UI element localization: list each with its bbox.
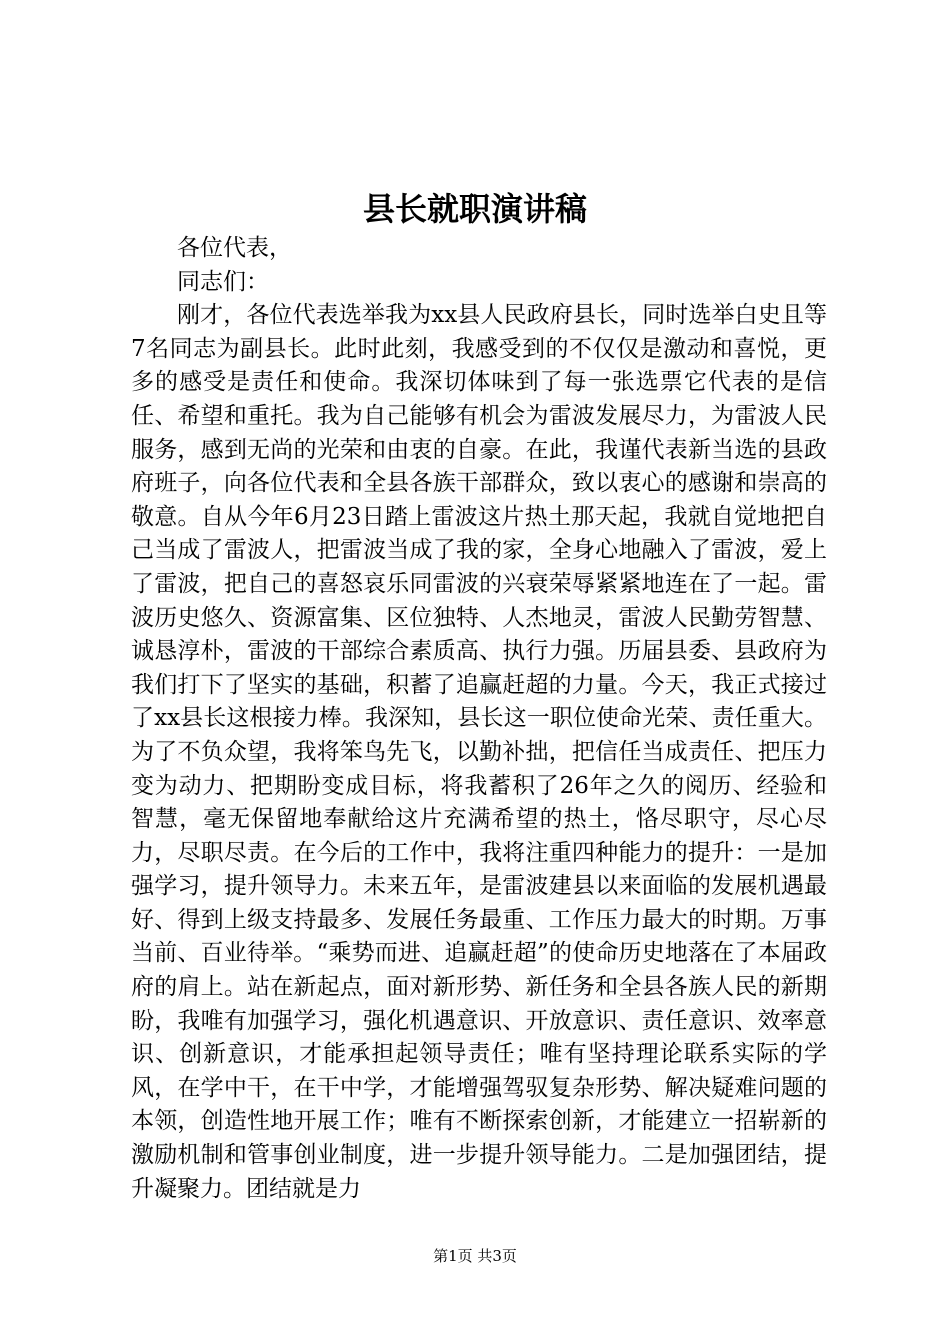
salutation-comrades: 同志们： bbox=[177, 268, 269, 295]
document-title: 县长就职演讲稿 bbox=[362, 190, 587, 228]
document-body bbox=[131, 232, 827, 1206]
salutation-delegates: 各位代表， bbox=[177, 235, 292, 261]
page-number: 第1页 共3页 bbox=[433, 1247, 517, 1265]
body-paragraph: 刚才，各位代表选举我为xx县人民政府县长，同时选举白史且等7名同志为副县长。此时此刻，我感受到的不仅仅是激动和喜悦，更多的感受是责任和使命。我深切体味到了每一张选票它代表的是信任、希望和重托。我为自己能够有机会为雷波发展尽力，为雷波人民服务，感到无尚的光荣和由衷的自豪。在此，我谨代表新当选的县政府班子，向各位代表和全县各族干部群众，致以衷心的感谢和崇高的敬意。自从今年6月23日踏上雷波这片热土那天起，我就自觉地把自己当成了雷波人，把雷波当成了我的家，全身心地融入了雷波，爱上了雷波，把自己的喜怒哀乐同雷波的兴衰荣辱紧紧地连在了一起。雷波历史悠久、资源富集、区位独特、人杰地灵，雷波人民勤劳智慧、诚恳淳朴，雷波的干部综合素质高、执行力强。历届县委、县政府为我们打下了坚实的基础，积蓄了追赢赶超的力量。今天，我正式接过了xx县长这根接力棒。我深知，县长这一职位使命光荣、责任重大。为了不负众望，我将笨鸟先飞，以勤补拙，把信任当成责任、把压力变为动力、把期盼变成目标，将我蓄积了26年之久的阅历、经验和智慧，毫无保留地奉献给这片充满希望的热土，恪尽职守，尽心尽力，尽职尽责。在今后的工作中，我将注重四种能力的提升：一是加强学习，提升领导力。未来五年，是雷波建县以来面临的发展机遇最好、得到上级支持最多、发展任务最重、工作压力最大的时期。万事当前、百业待举。“乘势而进、追赢赶超”的使命历史地落在了本届政府的肩上。站在新起点，面对新形势、新任务和全县各族人民的新期盼，我唯有加强学习，强化机遇意识、开放意识、责任意识、效率意识、创新意识，才能承担起领导责任；唯有坚持理论联系实际的学风，在学中干，在干中学，才能增强驾驭复杂形势、解决疑难问题的本领，创造性地开展工作；唯有不断探索创新，才能建立一招崭新的激励机制和管事创业制度，进一步提升领导能力。二是加强团结，提升凝聚力。团结就是力 bbox=[131, 302, 827, 1202]
